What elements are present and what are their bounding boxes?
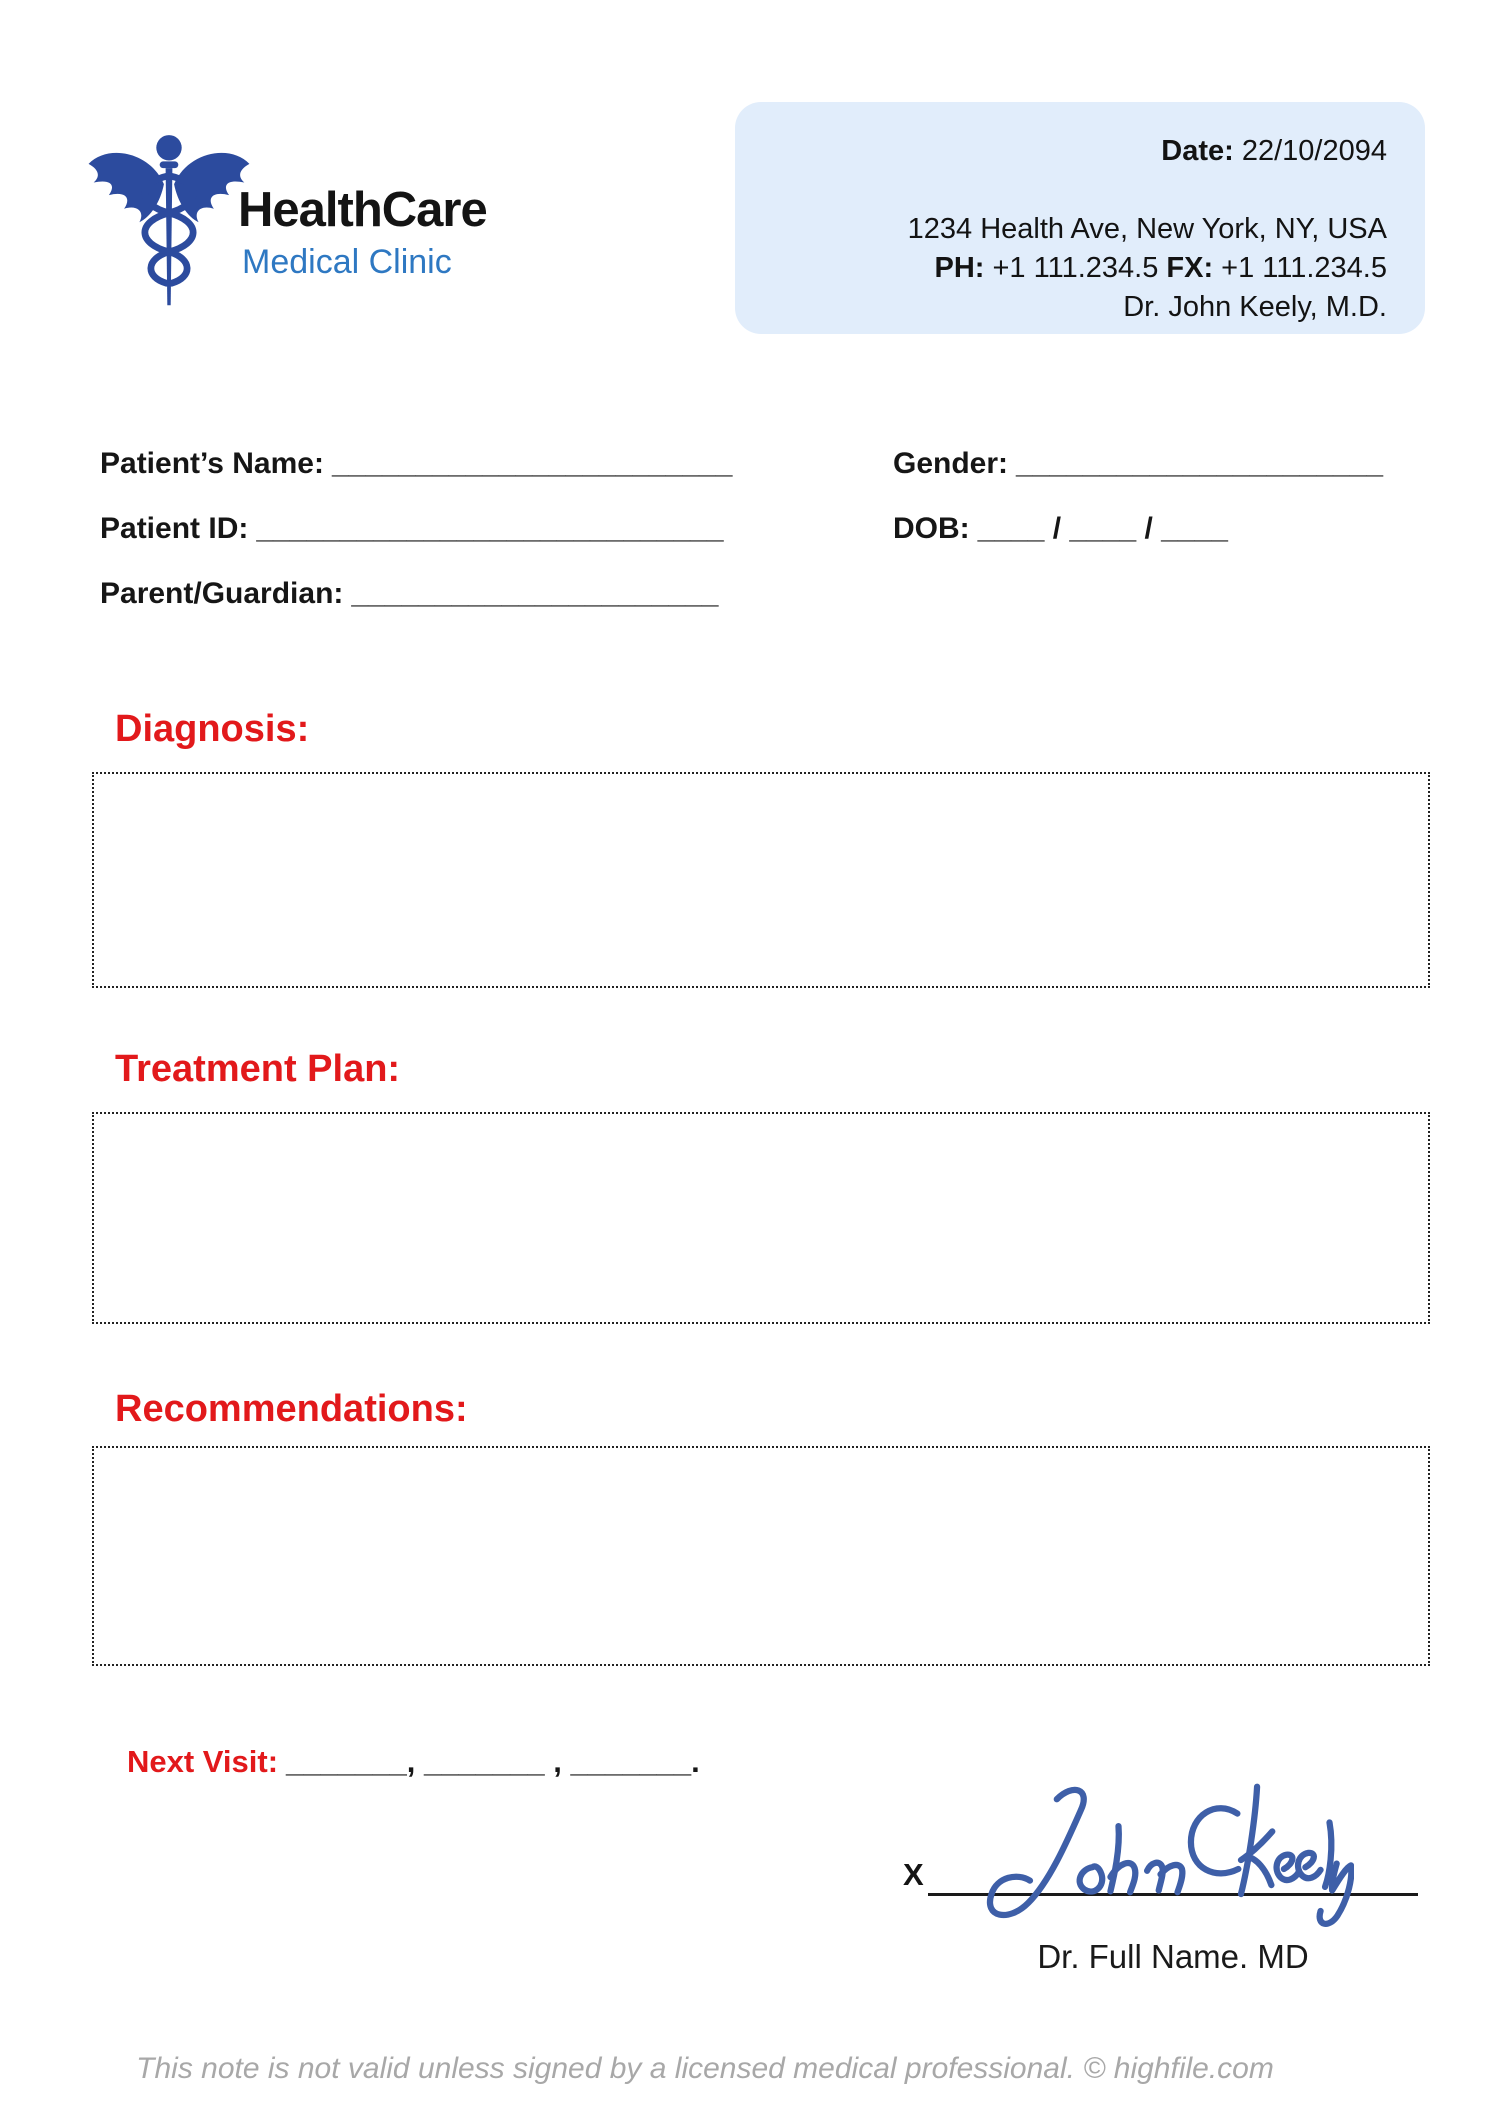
fax-label: FX: [1166,252,1214,284]
doctor-printed-name: Dr. Full Name. MD [1037,1938,1309,1975]
treatment-plan-heading: Treatment Plan: [115,1048,401,1090]
recommendations-entry-box[interactable] [92,1446,1430,1666]
clinic-address: 1234 Health Ave, New York, NY, USA [907,213,1387,245]
doctor-name-line: Dr. John Keely, M.D. [1123,291,1387,323]
treatment-plan-entry-box[interactable] [92,1112,1430,1324]
patient-id-field [100,512,724,546]
next-visit-label: Next Visit: [127,1744,279,1779]
recommendations-heading: Recommendations: [115,1388,468,1430]
diagnosis-heading: Diagnosis: [115,708,310,750]
patient-name-label: Patient’s Name: [100,447,324,480]
footer-disclaimer: This note is not valid unless signed by a licensed medical professional. © highfile.com [136,2052,1274,2085]
patient-name-blank-line[interactable]: ________________________ [331,447,733,480]
guardian-blank-line[interactable]: ______________________ [351,577,719,610]
signature-script [942,1776,1354,1928]
next-visit-field [127,1744,700,1780]
patient-id-blank-line[interactable]: ____________________________ [256,512,724,545]
dob-label: DOB: [893,512,970,545]
signature-x-mark: X [903,1857,924,1892]
caduceus-icon [84,130,254,312]
date-value: 22/10/2094 [1233,135,1387,167]
diagnosis-entry-box[interactable] [92,772,1430,988]
dob-blank-line[interactable]: ____ / ____ / ____ [977,512,1228,545]
guardian-label: Parent/Guardian: [100,577,344,610]
dob-field [893,512,1228,546]
phone-value: +1 111.234.5 [984,252,1167,284]
clinic-tagline: Medical Clinic [242,243,452,281]
gender-label: Gender: [893,447,1009,480]
date-label: Date: [1161,135,1234,167]
phone-label: PH: [934,252,985,284]
gender-field [893,447,1383,481]
date-line [755,132,1387,171]
patient-name-field [100,447,732,481]
fax-value: +1 111.234.5 [1213,252,1387,284]
clinic-name: HealthCare [238,183,487,237]
patient-id-label: Patient ID: [100,512,249,545]
gender-blank-line[interactable]: ______________________ [1016,447,1384,480]
next-visit-blank-line[interactable]: _______, _______ , _______. [286,1744,700,1779]
phone-fax-line [755,249,1387,288]
guardian-field [100,577,718,611]
clinic-info-box [735,102,1425,334]
